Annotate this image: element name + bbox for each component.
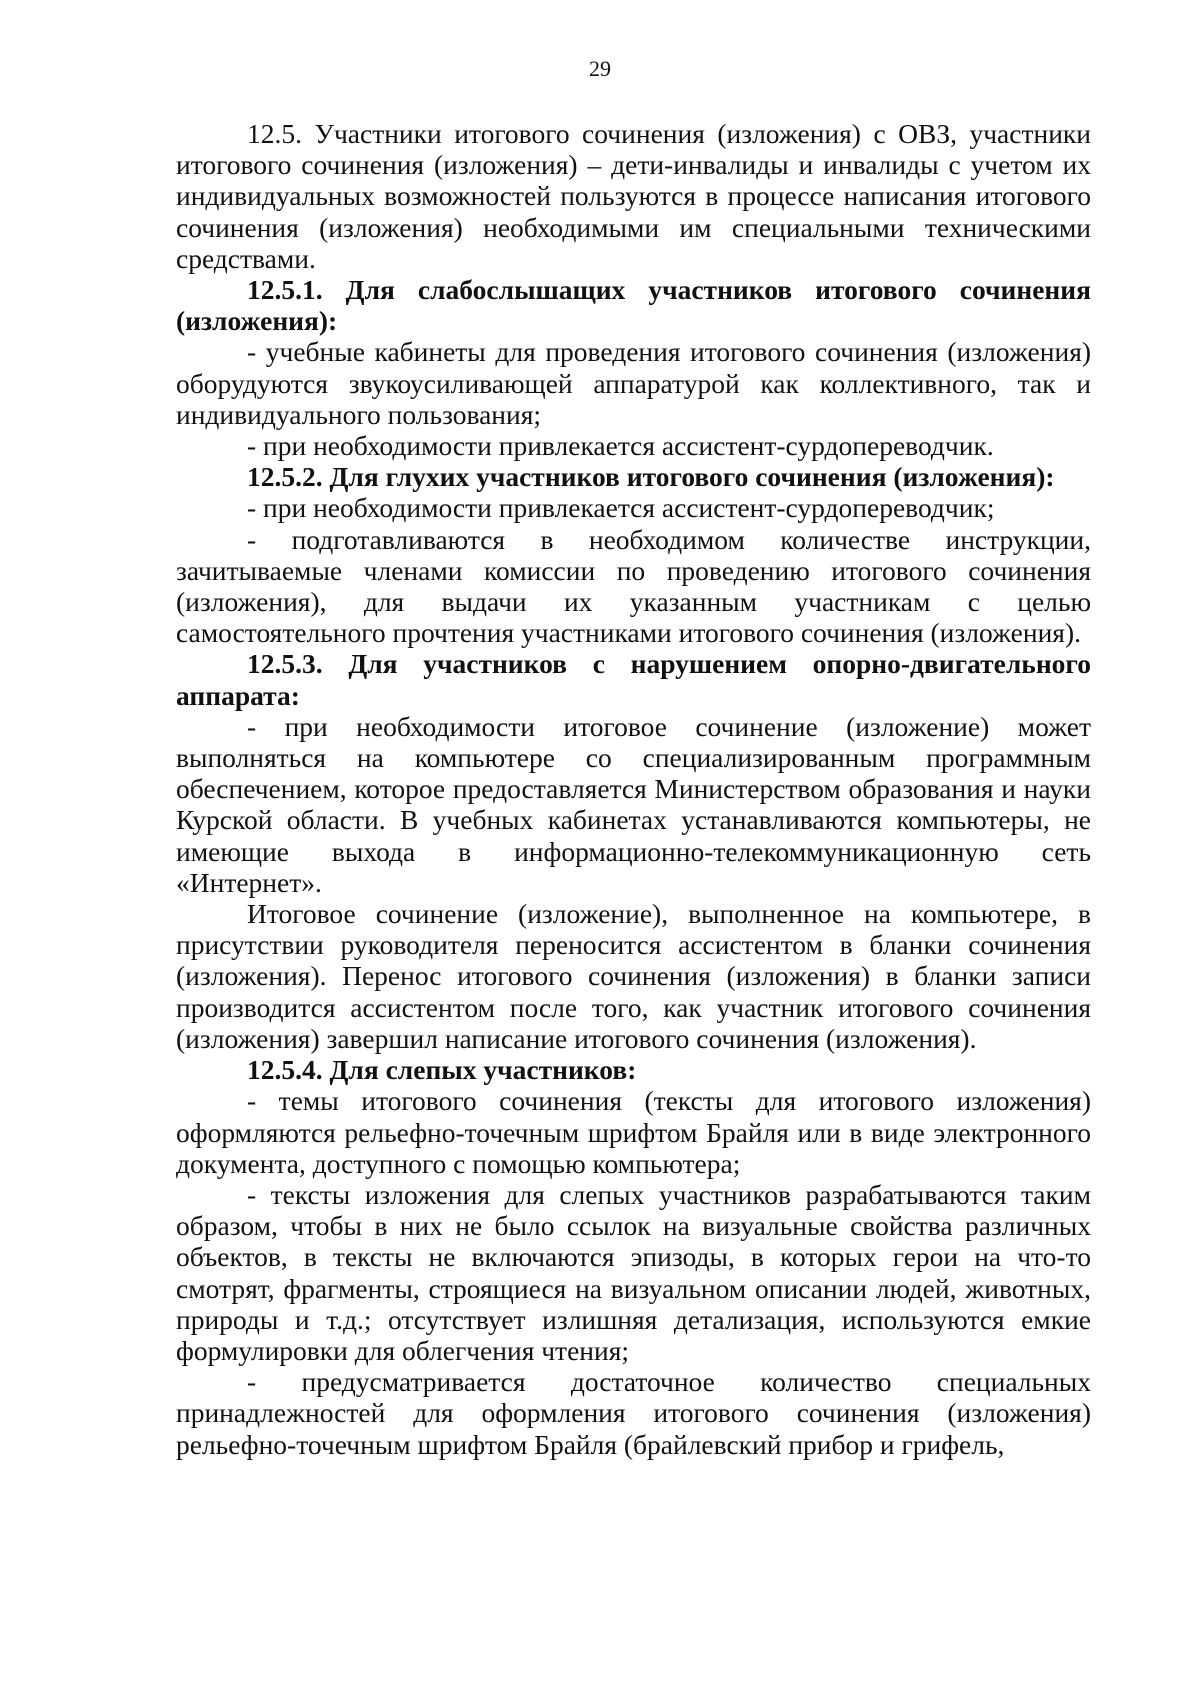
list-item-deaf-interpreter: - при необходимости привлекается ассистент-сурдопереводчик; [247, 492, 995, 524]
page-number: 29 [589, 56, 611, 81]
heading-12-5-3: 12.5.3. Для участников с нарушением опорно-двигательного аппарата: [176, 648, 1091, 711]
document-body [176, 118, 1091, 1460]
paragraph-computer-transfer: Итоговое сочинение (изложение), выполненное на компьютере, в присутствии руководителя переносится ассистентом в бланки сочинения (изложения). Перенос итогового сочинения (изложения) в бланки записи производится ассистентом после того, как участник итогового сочинения (изложения) завершил написание итогового сочинения (изложения). [176, 898, 1091, 1054]
list-item-computer-use: - при необходимости итоговое сочинение (изложение) может выполняться на компьютере со специализированным программным обеспечением, которое предоставляется Министерством образования и науки Курской области. В учебных кабинетах устанавливаются компьютеры, не имеющие выхода в информационно-телекоммуникационную сеть «Интернет». [176, 710, 1091, 898]
list-item-braille-topics: - темы итогового сочинения (тексты для итогового изложения) оформляются рельефно-точечным шрифтом Брайля или в виде электронного документа, доступного с помощью компьютера; [176, 1085, 1091, 1179]
list-item-hearing-rooms: - учебные кабинеты для проведения итогового сочинения (изложения) оборудуются звукоусиливающей аппаратурой как коллективного, так и индивидуального пользования; [176, 336, 1091, 430]
heading-12-5-1: 12.5.1. Для слабослышащих участников итогового сочинения (изложения): [176, 274, 1091, 337]
list-item-blind-texts: - тексты изложения для слепых участников разрабатываются таким образом, чтобы в них не было ссылок на визуальные свойства различных объектов, в тексты не включаются эпизоды, в которых герои на что-то смотрят, фрагменты, строящиеся на визуальном описании людей, животных, природы и т.д.; отсутствует излишняя детализация, используются емкие формулировки для облегчения чтения; [176, 1178, 1091, 1366]
list-item-deaf-instructions: - подготавливаются в необходимом количестве инструкции, зачитываемые членами комиссии по проведению итогового сочинения (изложения), для выдачи их указанным участникам с целью самостоятельного прочтения участниками итогового сочинения (изложения). [176, 523, 1091, 649]
list-item-sign-interpreter: - при необходимости привлекается ассистент-сурдопереводчик. [247, 430, 994, 462]
heading-12-5-2: 12.5.2. Для глухих участников итогового сочинения (изложения): [247, 461, 1055, 493]
heading-12-5-4: 12.5.4. Для слепых участников: [247, 1054, 637, 1086]
list-item-braille-supplies: - предусматривается достаточное количество специальных принадлежностей для оформления итогового сочинения (изложения) рельефно-точечным шрифтом Брайля (брайлевский прибор и грифель, [176, 1366, 1091, 1460]
paragraph-12-5: 12.5. Участники итогового сочинения (изложения) с ОВЗ, участники итогового сочинения (изложения) – дети-инвалиды и инвалиды с учетом их индивидуальных возможностей пользуются в процессе написания итогового сочинения (изложения) необходимыми им специальными техническими средствами. [176, 118, 1091, 274]
